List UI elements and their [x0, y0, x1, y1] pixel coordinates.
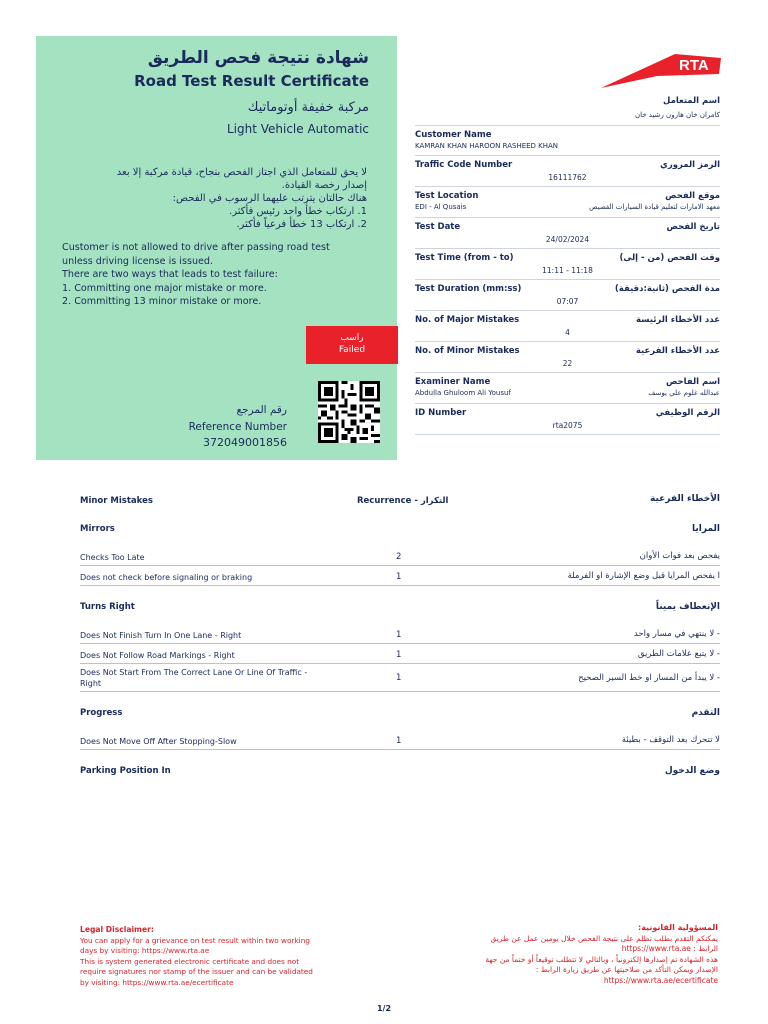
mistakes-table-header: Minor Mistakes Recurrence - التكرار الأخطاء الفرعية — [80, 494, 720, 506]
table-row: Does Not Move Off After Stopping-Slow 1 لا تتحرك بعد التوقف - بطيئة — [80, 730, 720, 750]
title-english: Road Test Result Certificate — [134, 72, 369, 90]
table-row: Does Not Start From The Correct Lane Or Line Of Traffic - Right 1 - لا يبدأ من المسار او خط السير الصحيح — [80, 664, 720, 692]
vehicle-type-arabic: مركبة خفيفة أوتوماتيك — [247, 100, 369, 115]
logo-text: RTA — [679, 57, 709, 74]
customer-name-row: Customer Name KAMRAN KHAN HAROON RASHEED KHAN — [415, 126, 720, 156]
test-date-row: Test Date تاريخ الفحص 24/02/2024 — [415, 218, 720, 249]
result-badge: راسب Failed — [306, 326, 398, 364]
notice-english: Customer is not allowed to drive after passing road test unless driving license is issued. There are two ways that leads to test failure: 1. Committing one major mistake or more. 2. Committing 13 minor mistake or more. — [62, 242, 330, 307]
section-progress: Progress التقدم — [80, 708, 720, 718]
test-location-row: Test Location موقع الفحص EDI - Al Qusais معهد الامارات لتعليم قيادة السيارات القصيص — [415, 187, 720, 218]
page-number: 1/2 — [376, 1004, 392, 1013]
rta-logo-icon — [597, 48, 723, 90]
reference-label-english: Reference Number — [188, 421, 287, 433]
reference-label-arabic: رقم المرجع — [236, 404, 287, 416]
section-turns-right: Turns Right الإنعطاف يميناً — [80, 602, 720, 612]
section-mirrors: Mirrors المرايا — [80, 524, 720, 534]
section-parking-position-in: Parking Position In وضع الدخول — [80, 766, 720, 776]
reference-number: 372049001856 — [203, 436, 287, 449]
title-arabic: شهادة نتيجة فحص الطريق — [147, 48, 369, 68]
minor-mistakes-table — [80, 490, 720, 784]
qr-code-icon — [318, 381, 380, 443]
minor-mistakes-row: No. of Minor Mistakes عدد الأخطاء الفرعية 22 — [415, 342, 720, 373]
legal-disclaimer-english: Legal Disclaimer: You can apply for a grievance on test result within two working days by visiting: https://www.rta.ae This is system generated electronic certificate and does not require signatures nor stamp of the issuer and can be validated by visiting: https://www.rta.ae/ecertificate — [80, 925, 313, 987]
table-row: Does not check before signaling or braking 1 ا يفحص المرايا قبل وضع الإشارة او الفرملة — [80, 566, 720, 586]
notice-arabic: لا يحق للمتعامل الذي اجتاز الفحص بنجاح، قيادة مركبة إلا بعد إصدار رخصة القيادة. هناك حالتان يترتب عليهما الرسوب في الفحص: 1. ارتكاب خطأ واحد رئيس فأكثر. 2. ارتكاب 13 خطأ فرعياً فأكثر. — [116, 167, 367, 230]
examiner-name-row: Examiner Name اسم الفاحص Abdulla Ghuloom Ali Yousuf عبدالله غلوم علي يوسف — [415, 373, 720, 404]
legal-disclaimer-arabic: المسؤولية القانونية: يمكنكم التقدم بطلب تظلم على نتيجة الفحص خلال يومين عمل عن طريق الرابط : https://www.rta.ae هذه الشهادة تم إصدارها إلكترونياً ، وبالتالي لا تتطلب توقيعاً أو ختماً من جهة الإصدار ويمكن التأكد من صلاحيتها عن طريق زيارة الرابط : https://www.rta.ae/ecertificate — [485, 923, 718, 985]
vehicle-type-english: Light Vehicle Automatic — [226, 122, 369, 136]
table-row: Does Not Follow Road Markings - Right 1 - لا يتبع علامات الطريق — [80, 644, 720, 664]
major-mistakes-row: No. of Major Mistakes عدد الأخطاء الرئيسة 4 — [415, 311, 720, 342]
certificate-summary-panel — [36, 36, 397, 460]
customer-name-ar-row: اسم المتعامل كامران خان هارون رشيد خان — [415, 90, 720, 126]
test-info-table — [415, 90, 720, 435]
traffic-code-row: Traffic Code Number الرمز المروري 16111762 — [415, 156, 720, 187]
table-row: Does Not Finish Turn In One Lane - Right 1 - لا ينتهي في مسار واحد — [80, 624, 720, 644]
test-duration-row: Test Duration (mm:ss) مدة الفحص (ثانية:دقيقة) 07:07 — [415, 280, 720, 311]
test-time-row: Test Time (from - to) وقت الفحص (من - إلى) 11:11 - 11:18 — [415, 249, 720, 280]
table-row: Checks Too Late 2 يفحص بعد فوات الأوان — [80, 546, 720, 566]
id-number-row: ID Number الرقم الوظيفي rta2075 — [415, 404, 720, 435]
